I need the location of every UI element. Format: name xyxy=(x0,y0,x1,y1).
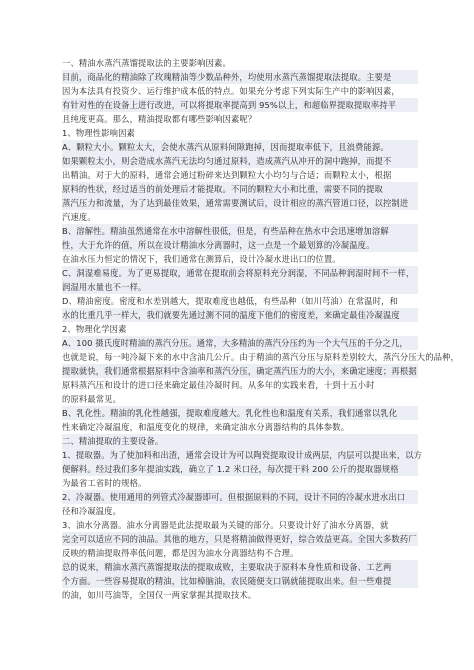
text-line: B、乳化性。精油的乳化性越强，提取难度越大。乳化性也和温度有关系，我们通常以乳化 xyxy=(62,406,418,420)
text-line: 出精油。对于大的原料，通常会通过粉碎来达到颗粒大小均匀与合适；而颗粒太小，根据 xyxy=(62,170,392,180)
text-line: 性来确定冷凝温度，和温度变化的规律，来确定油水分离器结构的具体参数。 xyxy=(62,422,350,432)
article-body xyxy=(62,56,460,602)
text-line: 一、精油水蒸汽蒸馏提取法的主要影响因素。 xyxy=(62,58,231,68)
text-line: 原料的性状，经过适当的前处理后才能提取。不同的颗粒大小和比重，需要不同的提取 xyxy=(62,182,418,196)
text-line: 也就是说，每一吨冷凝下来的水中含油几公斤。由于精油的蒸汽分压与原料差别较大，蒸汽分压大的品种， xyxy=(62,352,460,362)
text-line: 蒸汽压力和流量，为了达到最佳效果，通常需要测试后，设计相应的蒸汽管道口径，以控制进 xyxy=(62,196,418,210)
text-line: 如果颗粒太小，则会造成水蒸汽无法均匀通过原料，造成蒸汽从冲开的洞中跑掉，而提不 xyxy=(62,154,418,168)
text-line: 反映的精油提取得率低问题，都是因为油水分离器结构不合理。 xyxy=(62,548,299,558)
text-line: 的原料最常见。 xyxy=(62,394,122,404)
text-line: 3、油水分离器。油水分离器是此法提取最为关键的部分。只要设计好了油水分离器，就 xyxy=(62,520,389,530)
text-line: 在油水压力恒定的情况下，我们通常在测算后，设计冷凝水进出口的位置。 xyxy=(62,254,341,264)
text-line: 完全可以适应不同的油品。其他的地方，只是将精油做得更好，综合效益更高。全国大多数药厂 xyxy=(62,534,417,544)
text-line: 径和冷凝温度。 xyxy=(62,506,122,516)
text-line: 原料蒸汽压和设计的进口径来确定最佳冷凝时间。从多年的实践来看，十到十五小时 xyxy=(62,380,375,390)
text-line: 二、精油提取的主要设备。 xyxy=(62,434,418,448)
text-line: 1、物理性影响因素 xyxy=(62,128,136,138)
text-line: 且纯度更高。那么，精油提取都有哪些影响因素呢？ xyxy=(62,114,257,124)
text-line: A、颗粒大小。颗粒太大，会使水蒸汽从原料间隙跑掉，因而提取率低下，且浪费能源。 xyxy=(62,140,418,154)
text-line: 润湿用水量也不一样。 xyxy=(62,280,418,294)
text-line: 目前，商品化的精油除了玫瑰精油等少数品种外，均使用水蒸汽蒸馏提取法提取。主要是 xyxy=(62,70,418,84)
text-line: A、100 摄氏度时精油的蒸汽分压。通常，大多精油的蒸汽分压约为一个大气压的千分之几， xyxy=(62,336,418,350)
text-line: 提取就快，我们通常根据原料中含油率和蒸汽分压，确定蒸汽压力的大小，来确定速度；再根据 xyxy=(62,366,417,376)
text-line: 2、冷凝器。使用通用的列管式冷凝器即可。但根据原料的不同，设计不同的冷凝水进水出口 xyxy=(62,490,418,504)
text-line: B、溶解性。精油虽然通常在水中溶解性很低，但是，有些品种在热水中会迅速增加溶解 xyxy=(62,224,418,238)
text-line: 2、物理化学因素 xyxy=(62,324,127,334)
text-line: 有针对性的在设备上进行改进，可以将提取率提高到 95%以上，和超临界提取提取率持平 xyxy=(62,98,418,112)
text-line: 个方面。一些容易提取的精油，比如樟脑油，农民随便支口锅就能提取出来。但一些难提 xyxy=(62,574,418,588)
text-line: C、洞湿难易度。为了更易提取，通常在提取前会将原料充分润湿，不同品种润湿时间不一样， xyxy=(62,266,418,280)
text-line: 总的说来，精油水蒸汽蒸馏提取法的提取成败，主要取决于原料本身性质和设备、工艺两 xyxy=(62,560,418,574)
text-line: 性，大于允许的值，所以在设计精油水分离器时，这一点是一个最划算的冷凝温度。 xyxy=(62,238,418,252)
text-line: 因为本法具有投资少、运行维护成本低的特点。如果充分考虑下列实际生产中的影响因素， xyxy=(62,86,400,96)
text-line: 水的比重几乎一样大，我们就要先通过测不同的温度下他们的密度差，来确定最佳冷凝温度 xyxy=(62,308,418,322)
text-line: D、精油密度。密度和水差别越大，提取难度也越低，有些品种（如川芎油）在常温时，和 xyxy=(62,296,398,306)
text-line: 1、提取器。为了使加料和出渣，通常会设计为可以陶瓷提取设计成两层，内层可以提出来，以方 xyxy=(62,450,423,460)
text-line: 汽速度。 xyxy=(62,212,96,222)
text-line: 便解料。经过我们多年提油实践，确立了 1.2 米口径，每次提干料 200 公斤的提取器规格 xyxy=(62,462,418,476)
text-line: 为最省工省时的规格。 xyxy=(62,478,147,488)
text-line: 的油，如川芎油等，全国仅一两家掌握其提取技术。 xyxy=(62,590,257,600)
